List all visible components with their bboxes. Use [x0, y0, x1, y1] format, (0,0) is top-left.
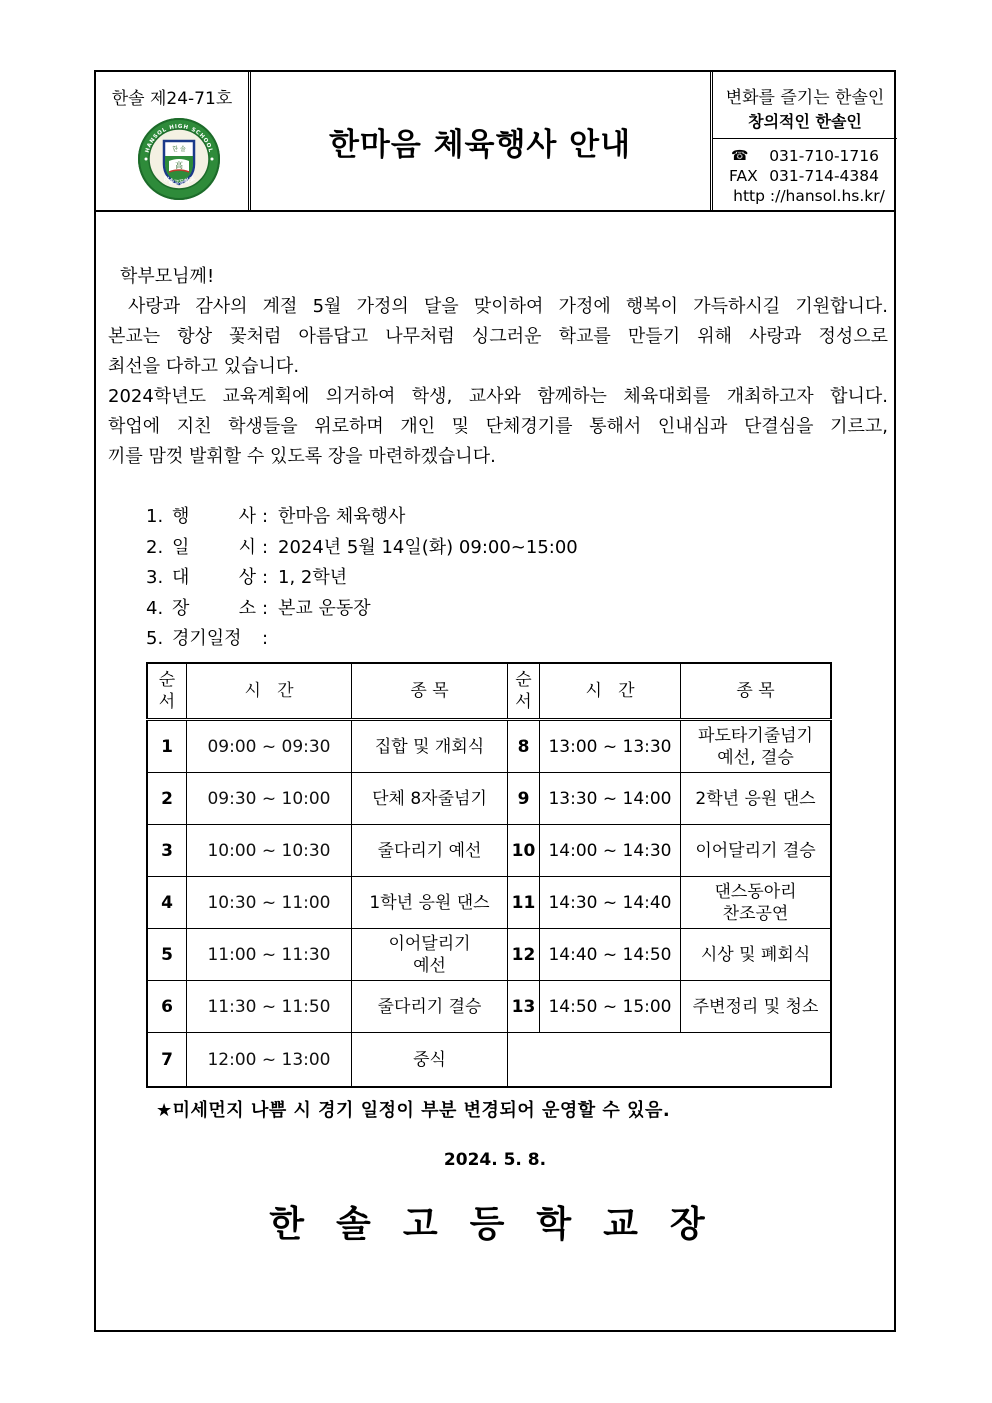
letter-body — [108, 262, 888, 472]
svg-text:高: 高 — [175, 161, 183, 170]
issue-number: 한솔 제24-71호 — [111, 89, 233, 109]
website-link[interactable]: http ://hansol.hs.kr/ — [733, 187, 885, 205]
letterhead-right — [710, 72, 897, 210]
table-row: 2 09:30 ~ 10:00 단체 8자줄넘기 9 13:30 ~ 14:00 2학년 응원 댄스 — [147, 773, 831, 825]
paragraph-line: 끼를 맘껏 발휘할 수 있도록 장을 마련하겠습니다. — [108, 446, 496, 467]
school-motto-bold: 창의적인 한솔인 — [748, 112, 862, 131]
school-emblem-icon — [136, 116, 222, 202]
paragraph-line: 2024학년도 교육계획에 의거하여 학생, 교사와 함께하는 체육대회를 개최하고자 합니다. — [108, 386, 888, 407]
school-motto: 변화를 즐기는 한솔인 — [725, 88, 885, 108]
detail-value: 1, 2학년 — [278, 567, 348, 588]
detail-event: 1. 행 사 : 한마음 체육행사 — [146, 502, 578, 533]
notice-text: ★미세먼지 나쁨 시 경기 일정이 부분 변경되어 운영할 수 있음. — [156, 1100, 671, 1121]
detail-location: 4. 장 소 : 본교 운동장 — [146, 594, 578, 625]
paragraph-line: 사랑과 감사의 계절 5월 가정의 달을 맞이하여 가정에 행복이 가득하시길 기원합니다. — [128, 296, 888, 317]
contact-info — [729, 146, 889, 206]
issue-date: 2024. 5. 8. — [443, 1150, 547, 1170]
document-frame — [94, 70, 896, 1332]
greeting: 학부모님께! — [120, 266, 215, 287]
table-row: 1 09:00 ~ 09:30 집합 및 개회식 8 13:00 ~ 13:30 파도타기줄넘기 예선, 결승 — [147, 720, 831, 773]
detail-target: 3. 대 상 : 1, 2학년 — [146, 563, 578, 594]
header-event: 종 목 — [352, 663, 508, 720]
header-event: 종 목 — [681, 663, 832, 720]
table-header-row: 순 서 시 간 종 목 순 서 시 간 종 목 — [147, 663, 831, 720]
detail-value: 2024년 5월 14일(화) 09:00~15:00 — [278, 536, 578, 558]
table-row: 6 11:30 ~ 11:50 줄다리기 결승 13 14:50 ~ 15:00 주변정리 및 청소 — [147, 981, 831, 1033]
table-row: 7 12:00 ~ 13:00 중식 — [147, 1033, 831, 1088]
phone-number: 031-710-1716 — [769, 147, 879, 165]
table-row: 4 10:30 ~ 11:00 1학년 응원 댄스 11 14:30 ~ 14:40 댄스동아리 찬조공연 — [147, 877, 831, 929]
letterhead-left — [96, 72, 251, 210]
detail-value: 본교 운동장 — [278, 597, 371, 619]
header-time: 시 간 — [540, 663, 681, 720]
svg-text:한 솔: 한 솔 — [172, 146, 186, 153]
header-time: 시 간 — [187, 663, 352, 720]
detail-value: 한마음 체육행사 — [278, 506, 406, 527]
event-details — [146, 502, 578, 655]
table-row: 5 11:00 ~ 11:30 이어달리기 예선 12 14:40 ~ 14:50 시상 및 폐회식 — [147, 929, 831, 981]
paragraph-line: 본교는 항상 꽃처럼 아름답고 나무처럼 싱그러운 학교를 만들기 위해 사랑과 정성으로 — [108, 326, 888, 347]
schedule-table — [146, 662, 832, 1088]
svg-text:한솔고등학교: 한솔고등학교 — [161, 175, 197, 187]
fax-label: FAX — [729, 167, 758, 185]
fax-number: 031-714-4384 — [769, 167, 879, 185]
document-title: 한마음 체육행사 안내 — [328, 126, 632, 163]
empty-cell — [508, 1033, 832, 1088]
letterhead — [96, 72, 894, 212]
paragraph-line: 최선을 다하고 있습니다. — [108, 356, 300, 377]
svg-text:HANSOL HIGH SCHOOL: HANSOL HIGH SCHOOL — [144, 123, 214, 154]
table-row: 3 10:00 ~ 10:30 줄다리기 예선 10 14:00 ~ 14:30 이어달리기 결승 — [147, 825, 831, 877]
phone-icon: ☎ — [731, 148, 749, 164]
detail-schedule: 5. 경기일정 : — [146, 628, 269, 649]
principal-signature: 한솔고등학교장 — [269, 1204, 737, 1245]
paragraph-line: 학업에 지친 학생들을 위로하며 개인 및 단체경기를 통해서 인내심과 단결심을 기르고, — [108, 416, 888, 437]
divider — [713, 138, 897, 139]
detail-datetime: 2. 일 시 : 2024년 5월 14일(화) 09:00~15:00 — [146, 533, 578, 564]
